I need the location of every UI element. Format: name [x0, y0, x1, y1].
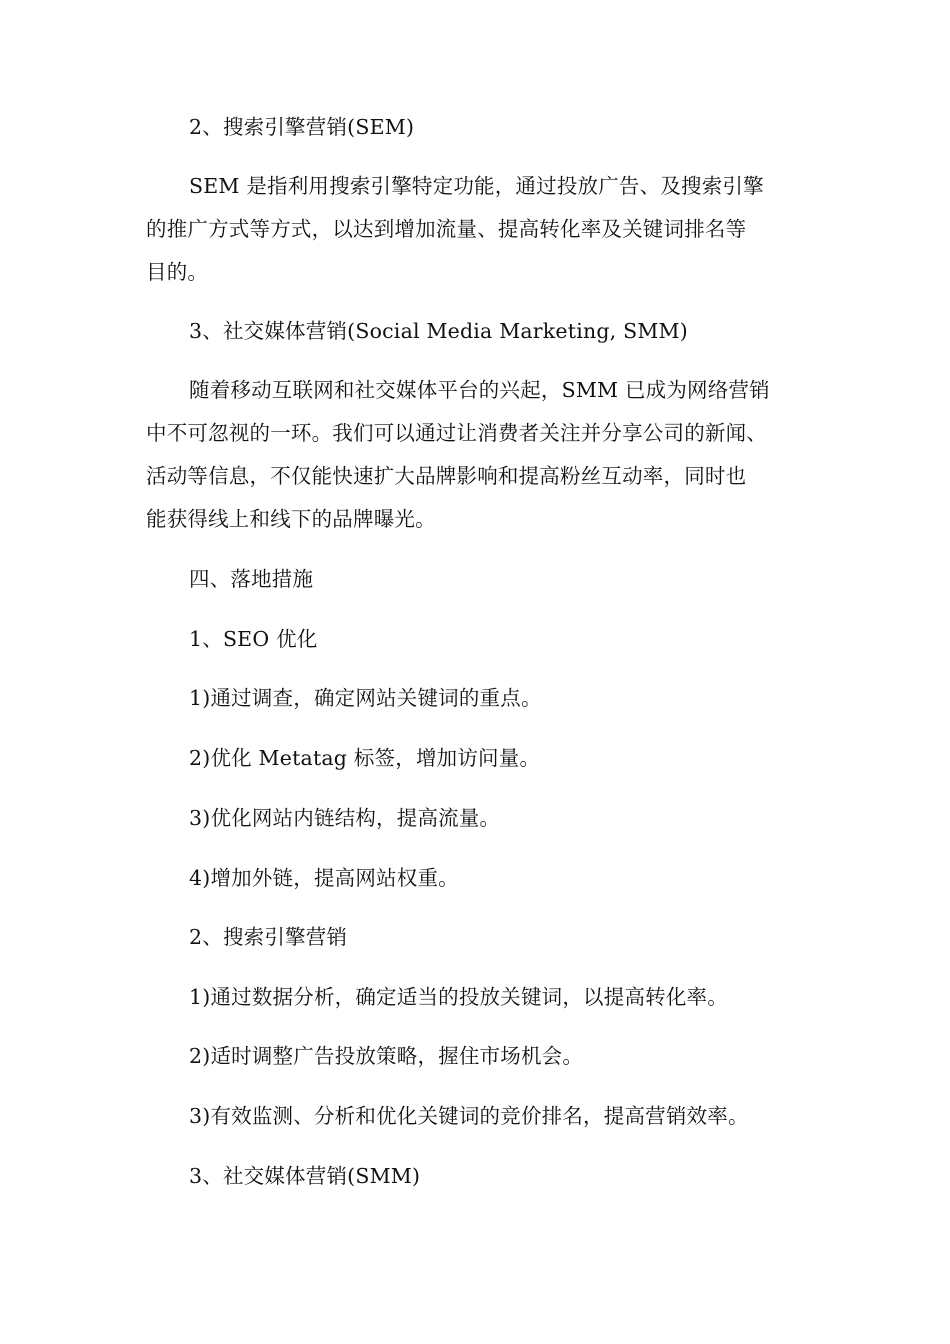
sem-list-item-2: 2)适时调整广告投放策略，握住市场机会。	[189, 1044, 584, 1068]
seo-list-item-4: 4)增加外链，提高网站权重。	[189, 866, 459, 890]
sem-paragraph-line-2: 的推广方式等方式，以达到增加流量、提高转化率及关键词排名等	[146, 217, 747, 241]
seo-list-item-2: 2)优化 Metatag 标签，增加访问量。	[189, 746, 541, 770]
section-heading-smm: 3、社交媒体营销(Social Media Marketing, SMM)	[189, 319, 688, 343]
sem-paragraph-line-3: 目的。	[146, 260, 209, 284]
smm-paragraph-line-3: 活动等信息，不仅能快速扩大品牌影响和提高粉丝互动率，同时也	[146, 464, 747, 488]
subheading-smm: 3、社交媒体营销(SMM)	[189, 1164, 421, 1188]
section-heading-sem: 2、搜索引擎营销(SEM)	[189, 115, 415, 139]
sem-list-item-3: 3)有效监测、分析和优化关键词的竞价排名，提高营销效率。	[189, 1104, 749, 1128]
chapter-heading-implementation: 四、落地措施	[189, 567, 314, 591]
smm-paragraph-line-4: 能获得线上和线下的品牌曝光。	[146, 507, 436, 531]
subheading-seo: 1、SEO 优化	[189, 627, 318, 651]
smm-paragraph-line-2: 中不可忽视的一环。我们可以通过让消费者关注并分享公司的新闻、	[146, 421, 767, 445]
sem-list-item-1: 1)通过数据分析，确定适当的投放关键词，以提高转化率。	[189, 985, 728, 1009]
seo-list-item-1: 1)通过调查，确定网站关键词的重点。	[189, 686, 542, 710]
sem-paragraph-line-1: SEM 是指利用搜索引擎特定功能，通过投放广告、及搜索引擎	[189, 174, 764, 198]
smm-paragraph-line-1: 随着移动互联网和社交媒体平台的兴起，SMM 已成为网络营销	[189, 378, 770, 402]
subheading-sem: 2、搜索引擎营销	[189, 925, 348, 949]
seo-list-item-3: 3)优化网站内链结构，提高流量。	[189, 806, 501, 830]
